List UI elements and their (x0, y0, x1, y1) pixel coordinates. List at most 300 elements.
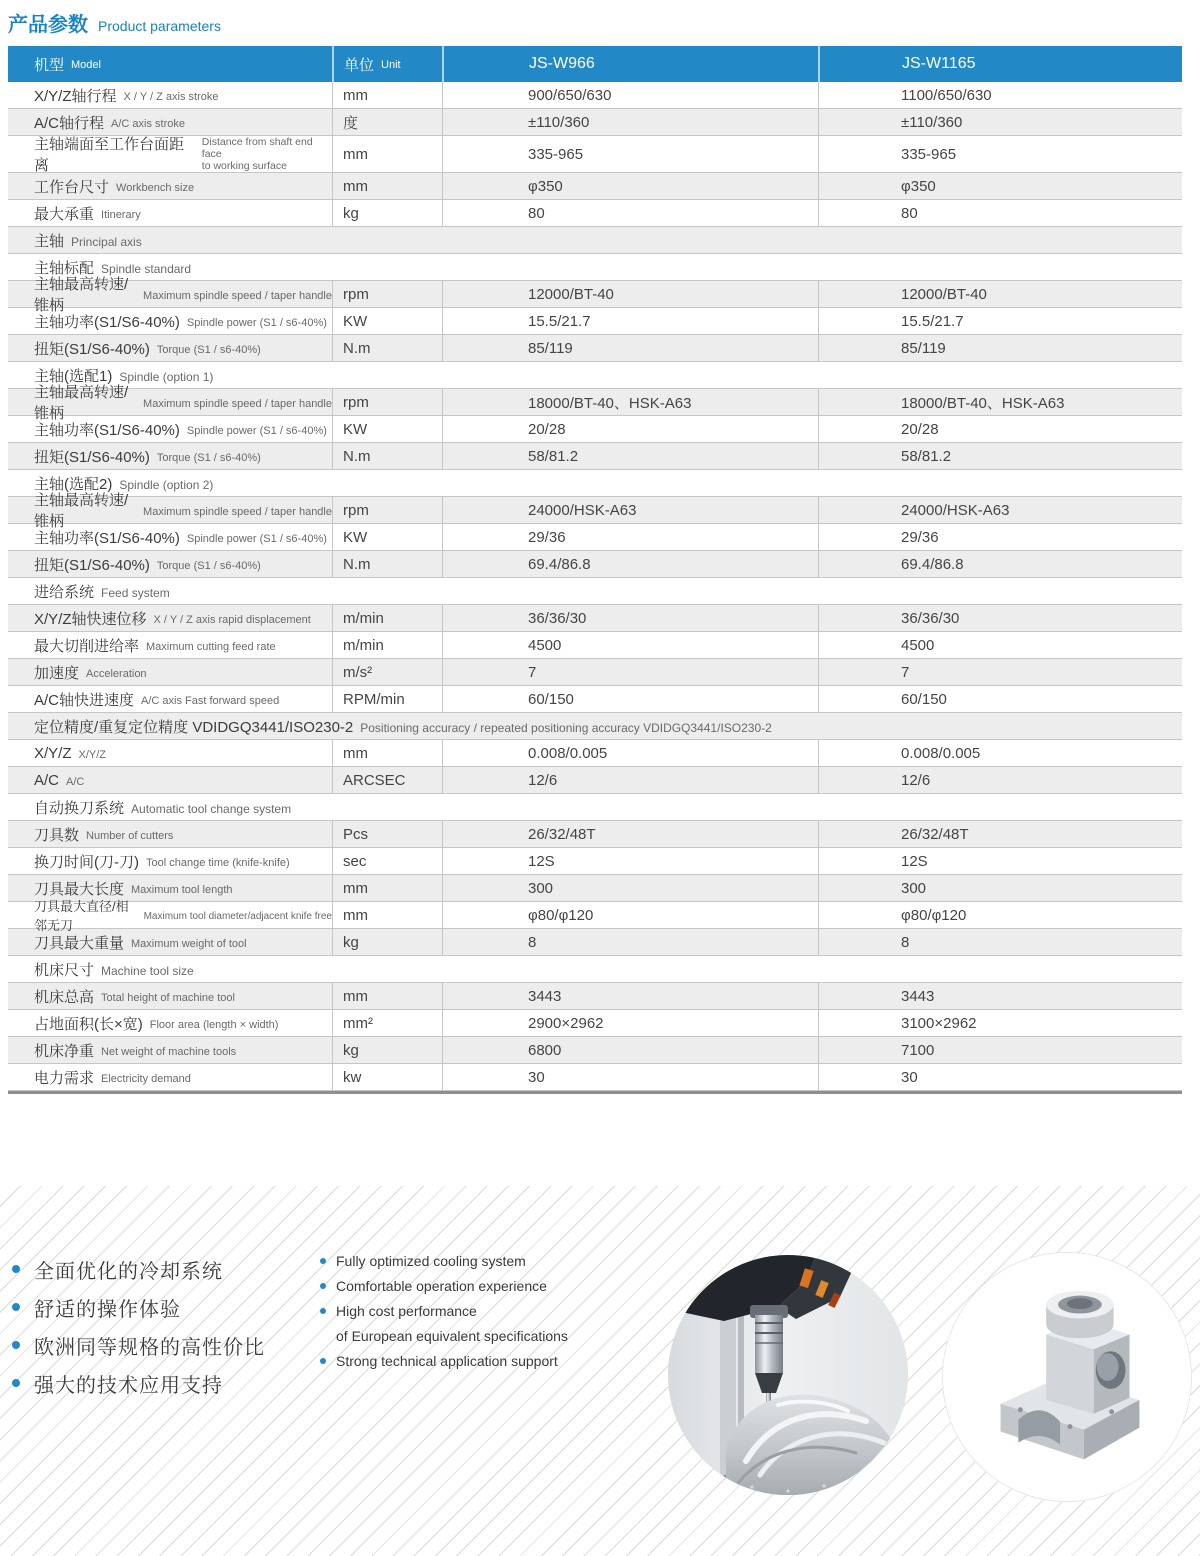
parameter-label-cn: 主轴功率(S1/S6-40%) (34, 313, 180, 331)
header-model-w966-cell (442, 46, 818, 82)
unit-cell (332, 929, 442, 955)
feature-item-cn (12, 1250, 265, 1288)
parameter-label-en: Acceleration (86, 667, 147, 680)
parameter-label-en: Spindle power (S1 / s6-40%) (186, 532, 327, 545)
parameter-label-en: Maximum weight of tool (131, 937, 247, 950)
value-w966: 335-965 (528, 145, 584, 163)
section-title-cn: 自动换刀系统 (34, 799, 125, 817)
parameter-label-en: Workbench size (116, 181, 195, 194)
parameter-label-cn: 换刀时间(刀-刀) (34, 853, 139, 871)
value-cell-w1165 (818, 875, 1182, 901)
unit-value: kg (343, 1041, 359, 1059)
value-cell-w966 (442, 416, 818, 442)
parameter-label-cn: 刀具最大重量 (34, 934, 125, 952)
unit-cell (332, 740, 442, 766)
section-title (8, 578, 1182, 604)
features-list-cn (12, 1250, 265, 1402)
parameter-label-en: A/C axis stroke (111, 117, 185, 130)
table-row (8, 82, 1182, 109)
table-row (8, 492, 1182, 530)
parameter-cell (8, 686, 332, 712)
parameter-cell (8, 848, 332, 874)
parameter-cell (8, 276, 332, 314)
value-cell-w966 (442, 983, 818, 1009)
value-cell-w1165 (818, 821, 1182, 847)
unit-cell (332, 821, 442, 847)
feature-item-cn (12, 1364, 265, 1402)
unit-value: kg (343, 933, 359, 951)
parameter-label-cn: 工作台尺寸 (34, 178, 110, 196)
unit-value: mm (343, 906, 368, 924)
value-cell-w966 (442, 632, 818, 658)
unit-value: KW (343, 312, 368, 330)
parameter-cell (8, 1037, 332, 1063)
feature-text-en: Fully optimized cooling system (336, 1252, 526, 1269)
parameter-label-en: X / Y / Z axis rapid displacement (153, 613, 311, 626)
unit-cell (332, 335, 442, 361)
table-row (8, 200, 1182, 227)
value-w1165: 24000/HSK-A63 (901, 501, 1010, 519)
parameter-label-en: Torque (S1 / s6-40%) (156, 559, 261, 572)
parameter-label-cn: 主轴功率(S1/S6-40%) (34, 529, 180, 547)
value-cell-w966 (442, 109, 818, 135)
value-cell-w966 (442, 659, 818, 685)
unit-value: m/min (343, 609, 384, 627)
parameter-label-cn: 机床总高 (34, 988, 95, 1006)
value-cell-w966 (442, 848, 818, 874)
value-w966: 85/119 (528, 339, 573, 357)
parameter-label-en: Maximum tool diameter/adjacent knife free (143, 911, 332, 922)
value-cell-w966 (442, 443, 818, 469)
header-model-w966: JS-W966 (529, 55, 595, 72)
value-w966: 3443 (528, 987, 562, 1005)
table-section-row (8, 713, 1182, 740)
table-row (8, 308, 1182, 335)
bullet-icon (12, 1303, 20, 1311)
section-title-cn: 定位精度/重复定位精度 VDIDGQ3441/ISO230-2 (34, 718, 354, 736)
unit-cell (332, 82, 442, 108)
value-cell-w1165 (818, 136, 1182, 172)
section-title (8, 470, 1182, 496)
feature-text-en: Strong technical application support (336, 1352, 558, 1369)
value-w966: 8 (528, 933, 537, 951)
value-cell-w966 (442, 902, 818, 928)
parameter-label-cn: A/C轴快进速度 (34, 691, 135, 709)
unit-value: mm² (343, 1014, 373, 1032)
page-title-en: Product parameters (98, 18, 221, 34)
parameter-label-cn: 扭矩(S1/S6-40%) (34, 448, 150, 466)
unit-value: kw (343, 1068, 362, 1086)
bullet-icon (12, 1341, 20, 1349)
value-w966: 58/81.2 (528, 447, 579, 465)
table-row (8, 524, 1182, 551)
feature-item-en (320, 1273, 568, 1298)
table-row (8, 276, 1182, 314)
unit-value: mm (343, 86, 368, 104)
value-cell-w1165 (818, 659, 1182, 685)
parameter-label-cn: 刀具最大直径/相邻无刀 (34, 899, 129, 933)
parameter-cell (8, 136, 332, 172)
section-title-cn: 主轴 (34, 232, 65, 250)
section-title-en: Principal axis (71, 234, 142, 249)
parameter-label-cn: 加速度 (34, 664, 80, 682)
value-cell-w966 (442, 173, 818, 199)
value-w1165: 58/81.2 (901, 447, 952, 465)
value-w1165: 80 (901, 204, 918, 222)
parameter-cell (8, 659, 332, 685)
section-title-en: Positioning accuracy / repeated positioning accuracy VDIDGQ3441/ISO230-2 (360, 720, 772, 735)
value-w1165: 0.008/0.005 (901, 744, 981, 762)
value-w966: 300 (528, 879, 554, 897)
table-section-row (8, 956, 1182, 983)
parameter-label-en: X/Y/Z (78, 748, 107, 761)
value-w1165: φ80/φ120 (901, 906, 967, 924)
value-w1165: 15.5/21.7 (901, 312, 964, 330)
value-cell-w1165 (818, 848, 1182, 874)
unit-cell (332, 524, 442, 550)
unit-cell (332, 686, 442, 712)
value-w1165: 3100×2962 (901, 1014, 977, 1032)
value-cell-w1165 (818, 632, 1182, 658)
value-w966: 20/28 (528, 420, 566, 438)
parameter-cell (8, 605, 332, 631)
feature-text-en: Comfortable operation experience (336, 1277, 547, 1294)
value-cell-w966 (442, 686, 818, 712)
parameter-label-cn: X/Y/Z (34, 744, 72, 762)
unit-cell (332, 551, 442, 577)
unit-cell (332, 902, 442, 928)
unit-cell (332, 281, 442, 307)
table-row (8, 1037, 1182, 1064)
parameter-label-cn: 刀具最大长度 (34, 880, 125, 898)
unit-cell (332, 983, 442, 1009)
value-w966: 60/150 (528, 690, 574, 708)
value-w1165: 4500 (901, 636, 935, 654)
value-w966: 36/36/30 (528, 609, 587, 627)
bullet-icon (320, 1358, 326, 1364)
value-cell-w966 (442, 497, 818, 523)
parameter-label-cn: 刀具数 (34, 826, 80, 844)
unit-cell (332, 848, 442, 874)
features-section (0, 1186, 1200, 1556)
parameter-label-en: Number of cutters (86, 829, 174, 842)
parameter-label-cn: X/Y/Z轴快速位移 (34, 610, 147, 628)
value-cell-w966 (442, 929, 818, 955)
unit-cell (332, 109, 442, 135)
table-section-row (8, 362, 1182, 389)
parameter-label-cn: 扭矩(S1/S6-40%) (34, 340, 150, 358)
parameter-label-en: Maximum cutting feed rate (146, 640, 276, 653)
table-row (8, 848, 1182, 875)
parameter-cell (8, 109, 332, 135)
value-w966: 26/32/48T (528, 825, 596, 843)
unit-value: mm (343, 145, 368, 163)
section-title-cn: 主轴标配 (34, 259, 95, 277)
value-cell-w1165 (818, 1037, 1182, 1063)
unit-cell (332, 1010, 442, 1036)
table-row (8, 767, 1182, 794)
unit-value: RPM/min (343, 690, 405, 708)
value-w966: 12/6 (528, 771, 558, 789)
value-w1165: 335-965 (901, 145, 957, 163)
value-cell-w966 (442, 335, 818, 361)
unit-value: mm (343, 879, 368, 897)
parameter-label-cn: 最大承重 (34, 205, 95, 223)
parameter-cell (8, 767, 332, 793)
table-section-row (8, 794, 1182, 821)
section-title-en: Spindle (option 1) (119, 369, 214, 384)
parameter-label-cn: 主轴功率(S1/S6-40%) (34, 421, 180, 439)
unit-cell (332, 497, 442, 523)
value-cell-w966 (442, 767, 818, 793)
parameter-cell (8, 929, 332, 955)
value-w966: 30 (528, 1068, 545, 1086)
value-cell-w1165 (818, 524, 1182, 550)
value-cell-w1165 (818, 109, 1182, 135)
parameter-cell (8, 443, 332, 469)
value-cell-w966 (442, 389, 818, 415)
value-w966: 6800 (528, 1041, 562, 1059)
table-row (8, 443, 1182, 470)
unit-value: N.m (343, 447, 371, 465)
value-w966: ±110/360 (528, 113, 590, 131)
section-title (8, 227, 1182, 253)
unit-cell (332, 875, 442, 901)
parameter-label-en: Maximum spindle speed / taper handle (143, 289, 332, 302)
parameter-label-cn: 主轴最高转速/锥柄 (34, 384, 129, 422)
unit-value: rpm (343, 393, 369, 411)
parameter-label-en: X / Y / Z axis stroke (123, 90, 219, 103)
value-cell-w1165 (818, 1010, 1182, 1036)
table-row (8, 740, 1182, 767)
value-w1165: 3443 (901, 987, 935, 1005)
unit-cell (332, 659, 442, 685)
value-w1165: 18000/BT-40、HSK-A63 (901, 394, 1065, 412)
table-row (8, 173, 1182, 200)
product-parameters-table (8, 46, 1182, 1094)
value-cell-w1165 (818, 82, 1182, 108)
parameter-label-cn: X/Y/Z轴行程 (34, 87, 117, 105)
parameter-cell (8, 173, 332, 199)
table-header-row (8, 46, 1182, 82)
parameter-cell (8, 632, 332, 658)
parameter-label-en: A/C axis Fast forward speed (141, 694, 280, 707)
value-w966: 7 (528, 663, 537, 681)
value-cell-w966 (442, 551, 818, 577)
feature-text-cn: 舒适的操作体验 (34, 1298, 181, 1321)
unit-value: mm (343, 177, 368, 195)
bullet-icon (320, 1283, 326, 1289)
parameter-label-en: Maximum tool length (131, 883, 233, 896)
value-cell-w966 (442, 605, 818, 631)
parameter-cell (8, 551, 332, 577)
value-w966: φ350 (528, 177, 563, 195)
section-title-en: Machine tool size (101, 963, 194, 978)
value-cell-w1165 (818, 497, 1182, 523)
header-model-w1165-cell (818, 46, 1182, 82)
unit-cell (332, 173, 442, 199)
table-row (8, 551, 1182, 578)
table-row (8, 384, 1182, 422)
value-cell-w966 (442, 1010, 818, 1036)
unit-cell (332, 136, 442, 172)
value-w1165: 12S (901, 852, 928, 870)
unit-value: N.m (343, 555, 371, 573)
bullet-icon (320, 1308, 326, 1314)
value-cell-w966 (442, 82, 818, 108)
value-cell-w1165 (818, 686, 1182, 712)
parameter-label-cn: 主轴最高转速/锥柄 (34, 276, 129, 314)
section-title (8, 794, 1182, 820)
table-row (8, 929, 1182, 956)
value-w1165: 26/32/48T (901, 825, 969, 843)
value-w1165: 7100 (901, 1041, 935, 1059)
unit-cell (332, 308, 442, 334)
value-cell-w966 (442, 1064, 818, 1090)
unit-cell (332, 632, 442, 658)
value-cell-w966 (442, 281, 818, 307)
feature-item-en (320, 1348, 568, 1373)
table-row (8, 875, 1182, 902)
parameter-cell (8, 335, 332, 361)
parameter-label-en: Maximum spindle speed / taper handle (143, 397, 332, 410)
feature-item-en (320, 1298, 568, 1323)
header-unit-cell (332, 46, 442, 82)
value-cell-w966 (442, 524, 818, 550)
value-w966: 0.008/0.005 (528, 744, 608, 762)
parameter-label-cn: 扭矩(S1/S6-40%) (34, 556, 150, 574)
value-cell-w1165 (818, 767, 1182, 793)
table-row (8, 109, 1182, 136)
bullet-icon (320, 1258, 326, 1264)
parameter-cell (8, 524, 332, 550)
section-title (8, 713, 1182, 739)
parameter-label-cn: A/C轴行程 (34, 114, 105, 132)
value-cell-w1165 (818, 281, 1182, 307)
value-w966: 18000/BT-40、HSK-A63 (528, 394, 692, 412)
value-w1165: 60/150 (901, 690, 947, 708)
unit-value: ARCSEC (343, 771, 406, 789)
machined-part-illustration (943, 1253, 1191, 1501)
table-row (8, 605, 1182, 632)
value-w1165: 300 (901, 879, 927, 897)
unit-value: m/s² (343, 663, 373, 681)
page-title (8, 8, 221, 37)
table-row (8, 1064, 1182, 1091)
value-w1165: φ350 (901, 177, 936, 195)
header-model-w1165: JS-W1165 (902, 55, 976, 72)
features-list-en (320, 1248, 568, 1373)
value-w966: 4500 (528, 636, 562, 654)
machined-part-photo (942, 1252, 1192, 1502)
section-title (8, 362, 1182, 388)
value-cell-w966 (442, 200, 818, 226)
section-title-en: Automatic tool change system (131, 801, 292, 816)
table-row (8, 686, 1182, 713)
feature-item-cn (12, 1288, 265, 1326)
unit-value: N.m (343, 339, 371, 357)
value-w966: 69.4/86.8 (528, 555, 591, 573)
feature-item-cn (12, 1326, 265, 1364)
parameter-cell (8, 492, 332, 530)
unit-cell (332, 443, 442, 469)
parameter-cell (8, 416, 332, 442)
unit-cell (332, 389, 442, 415)
value-cell-w1165 (818, 983, 1182, 1009)
unit-value: KW (343, 528, 368, 546)
parameter-cell (8, 899, 332, 933)
parameter-label-cn: 机床净重 (34, 1042, 95, 1060)
value-cell-w966 (442, 875, 818, 901)
value-w966: 24000/HSK-A63 (528, 501, 637, 519)
parameter-cell (8, 82, 332, 108)
parameter-cell (8, 1064, 332, 1090)
table-row (8, 416, 1182, 443)
unit-value: mm (343, 987, 368, 1005)
unit-value: mm (343, 744, 368, 762)
table-row (8, 335, 1182, 362)
parameter-label-cn: A/C (34, 771, 60, 789)
parameter-label-en: Torque (S1 / s6-40%) (156, 343, 261, 356)
value-cell-w1165 (818, 902, 1182, 928)
unit-value: 度 (343, 114, 359, 132)
parameter-label-en: A/C (66, 775, 85, 788)
header-unit-label-cn: 单位 (344, 56, 375, 74)
unit-value: rpm (343, 285, 369, 303)
value-cell-w966 (442, 821, 818, 847)
value-w966: 80 (528, 204, 545, 222)
parameter-cell (8, 821, 332, 847)
table-section-row (8, 227, 1182, 254)
header-model-cell (8, 46, 332, 82)
value-cell-w1165 (818, 551, 1182, 577)
parameter-label-en: Itinerary (101, 208, 141, 221)
header-model-label-cn: 机型 (34, 56, 65, 74)
section-title-cn: 机床尺寸 (34, 961, 95, 979)
table-row (8, 659, 1182, 686)
parameter-label-en: Floor area (length × width) (149, 1018, 279, 1031)
section-title-en: Spindle (option 2) (119, 477, 214, 492)
section-title-cn: 进给系统 (34, 583, 95, 601)
unit-value: Pcs (343, 825, 369, 843)
value-cell-w1165 (818, 416, 1182, 442)
value-cell-w966 (442, 740, 818, 766)
machining-photo-illustration (668, 1255, 908, 1495)
feature-text-cn: 全面优化的冷却系统 (34, 1260, 223, 1283)
bullet-icon (12, 1265, 20, 1273)
section-title (8, 254, 1182, 280)
value-cell-w1165 (818, 200, 1182, 226)
parameter-label-en: Spindle power (S1 / s6-40%) (186, 316, 327, 329)
feature-item-en (320, 1248, 568, 1273)
value-cell-w966 (442, 308, 818, 334)
value-w1165: 12000/BT-40 (901, 285, 987, 303)
parameter-cell (8, 308, 332, 334)
table-section-row (8, 470, 1182, 497)
value-cell-w1165 (818, 929, 1182, 955)
value-cell-w1165 (818, 605, 1182, 631)
parameter-label-en: Maximum spindle speed / taper handle (143, 505, 332, 518)
unit-value: KW (343, 420, 368, 438)
parameter-label-cn: 电力需求 (34, 1069, 95, 1087)
bullet-icon (12, 1379, 20, 1387)
value-w1165: 8 (901, 933, 910, 951)
unit-value: rpm (343, 501, 369, 519)
table-section-row (8, 254, 1182, 281)
section-title (8, 956, 1182, 982)
feature-text-cn: 欧洲同等规格的高性价比 (34, 1336, 265, 1359)
value-w966: φ80/φ120 (528, 906, 594, 924)
